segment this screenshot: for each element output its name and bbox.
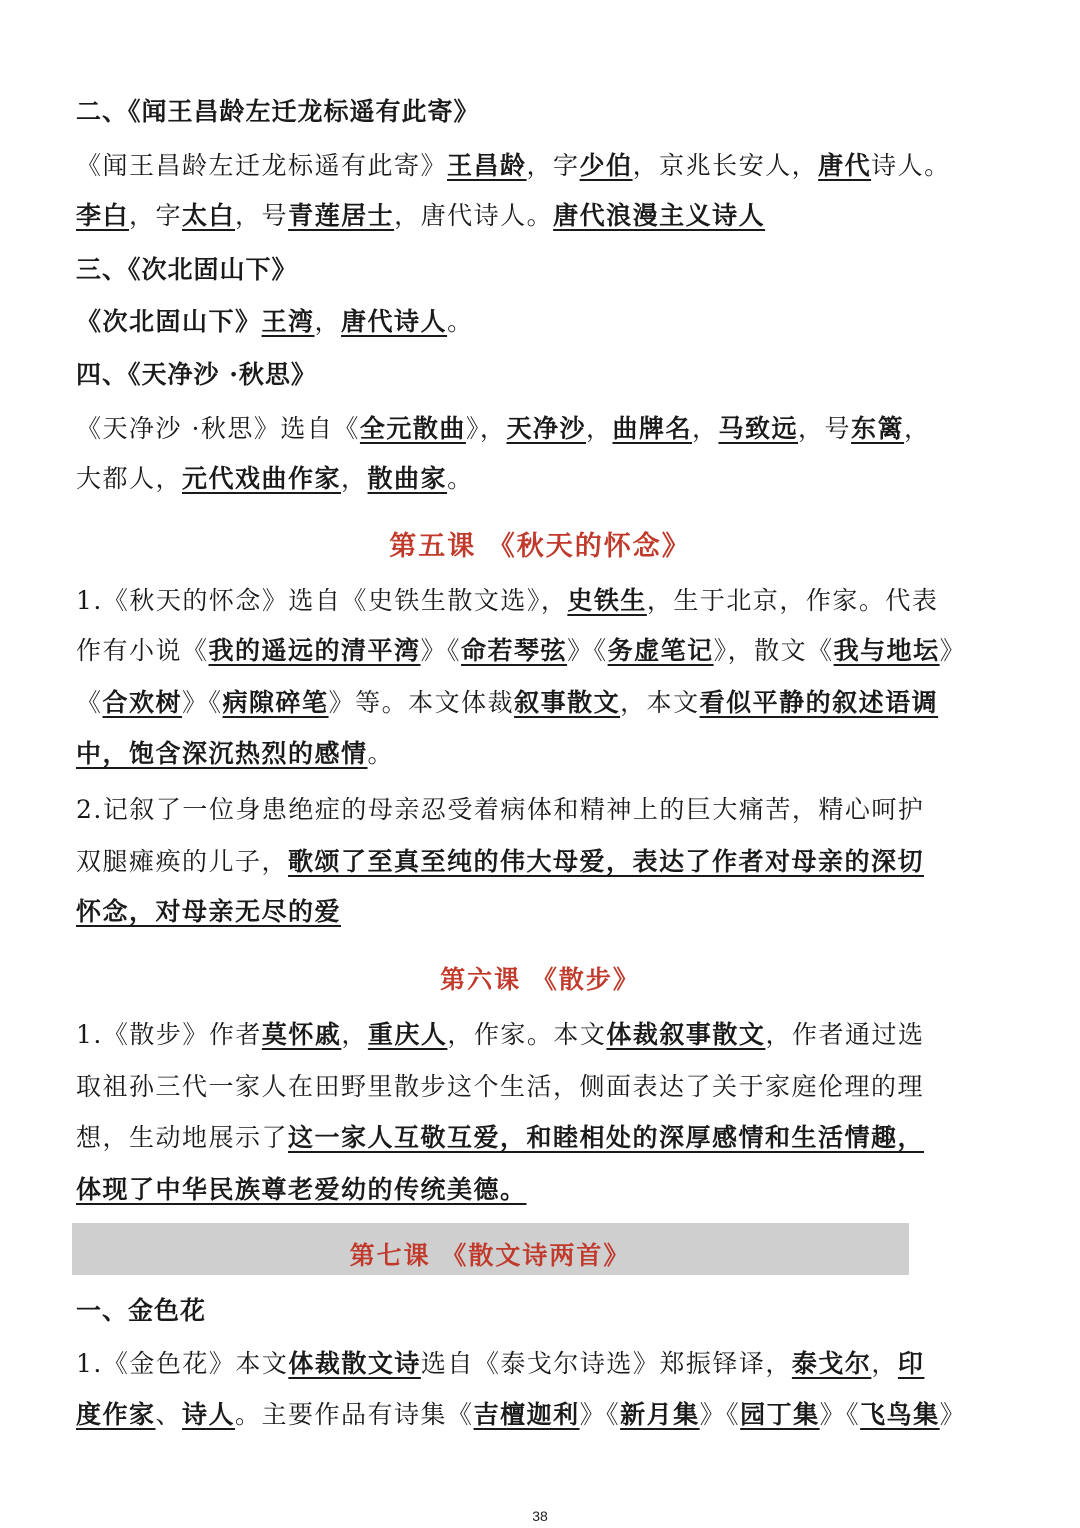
text: 1.《散步》作者	[76, 1020, 262, 1049]
paragraph-line	[76, 412, 1036, 446]
key-term: 病隙碎笔	[222, 688, 329, 717]
key-term: 少伯	[579, 151, 633, 180]
key-term: 王湾	[261, 307, 315, 336]
lesson-6-title: 第六课 《散步》	[440, 965, 640, 994]
text: 》《	[182, 688, 223, 717]
text: 想，生动地展示了	[76, 1123, 289, 1152]
text: 》	[939, 1400, 967, 1429]
section-heading-2: 二、《闻王昌龄左迁龙标遥有此寄》	[76, 97, 480, 126]
key-term: 命若琴弦	[461, 636, 568, 665]
text: ，京兆长安人，	[632, 151, 819, 180]
text: 》《	[699, 1400, 741, 1429]
key-term: 泰戈尔	[791, 1349, 872, 1378]
text: ，号	[798, 414, 852, 443]
text: 。	[447, 464, 474, 493]
text: 》《	[567, 636, 608, 665]
text: 作有小说《	[76, 636, 209, 665]
key-term: 唐代	[818, 151, 872, 180]
text: 《次北固山下》	[76, 307, 262, 336]
key-term: 唐代浪漫主义诗人	[553, 201, 766, 230]
text: ，字	[129, 201, 183, 230]
text: 选自《泰戈尔诗选》郑振铎译，	[420, 1349, 792, 1378]
text: ，	[871, 1349, 898, 1378]
page-number: 38	[532, 1508, 548, 1524]
key-term: 吉檀迦利	[473, 1400, 580, 1429]
text: ，	[314, 307, 342, 336]
key-term: 王昌龄	[447, 151, 527, 180]
key-term: 这一家人互敬互爱，和睦相处的深厚感情和生活情趣，	[288, 1123, 925, 1152]
key-term: 莫怀戚	[261, 1020, 342, 1049]
subsection-heading: 一、金色花	[76, 1296, 207, 1325]
text: ，字	[526, 151, 580, 180]
key-term: 飞鸟集	[860, 1400, 940, 1429]
text: 《闻王昌龄左迁龙标遥有此寄》	[76, 151, 448, 180]
key-term: 度作家	[76, 1400, 156, 1429]
text: ，	[341, 1020, 368, 1049]
key-term: 我的遥远的清平湾	[208, 636, 421, 665]
paragraph-line	[76, 462, 1036, 496]
text: 1.《秋天的怀念》选自《史铁生散文选》，	[76, 586, 568, 615]
text: ，	[341, 464, 368, 493]
text: 》等。本文体裁	[328, 688, 515, 717]
key-term: 新月集	[620, 1400, 700, 1429]
text: 双腿瘫痪的儿子，	[76, 847, 289, 876]
key-term: 史铁生	[567, 586, 647, 615]
key-term: 合欢树	[102, 688, 183, 717]
key-term: 园丁集	[740, 1400, 820, 1429]
section-heading-3: 三、《次北固山下》	[76, 255, 298, 284]
text: ，	[585, 414, 613, 443]
lesson-5-title: 第五课 《秋天的怀念》	[389, 531, 691, 562]
key-term: 体裁散文诗	[288, 1349, 421, 1378]
paragraph-line	[76, 199, 1036, 233]
key-term: 唐代诗人	[341, 307, 448, 336]
text: ，作家。本文	[447, 1020, 607, 1049]
text: 》，散文《	[713, 636, 834, 665]
key-term: 印	[897, 1349, 925, 1378]
lesson-7-title: 第七课 《散文诗两首》	[349, 1241, 631, 1270]
key-term: 天净沙	[506, 414, 586, 443]
paragraph-line: 怀念，对母亲无尽的爱	[76, 897, 342, 926]
key-term: 青莲居士	[288, 201, 395, 230]
paragraph-line	[76, 737, 1036, 771]
key-term: 曲牌名	[612, 414, 692, 443]
key-term: 看似平静的叙述语调	[699, 688, 939, 717]
text: 。	[447, 307, 474, 336]
text: 《	[76, 688, 103, 717]
key-term: 马致远	[718, 414, 799, 443]
paragraph-line	[76, 634, 1036, 668]
paragraph-line: 2.记叙了一位身患绝症的母亲忍受着病体和精神上的巨大痛苦，精心呵护	[76, 795, 925, 824]
text: ，作者通过选	[765, 1020, 925, 1049]
key-term: 诗人	[182, 1400, 236, 1429]
text: 。	[367, 739, 395, 768]
text: 诗人。	[871, 151, 951, 180]
text: 》	[939, 636, 967, 665]
text: 《天净沙 ·秋思》选自《	[76, 414, 360, 443]
key-term: 务虚笔记	[607, 636, 714, 665]
key-term: 中，饱含深沉热烈的感情	[76, 739, 368, 768]
key-term: 我与地坛	[833, 636, 940, 665]
key-term: 李白	[76, 201, 130, 230]
text: ，本文	[620, 688, 700, 717]
paragraph-line	[76, 1121, 1036, 1155]
text: ，唐代诗人。	[394, 201, 554, 230]
paragraph-line	[76, 1398, 1036, 1432]
paragraph-line: 体现了中华民族尊老爱幼的传统美德。	[76, 1175, 527, 1204]
paragraph-line	[76, 584, 1036, 618]
paragraph-line	[76, 845, 1036, 879]
key-term: 太白	[182, 201, 236, 230]
text: 》《	[579, 1400, 621, 1429]
paragraph-line	[76, 305, 1036, 339]
key-term: 歌颂了至真至纯的伟大母爱，表达了作者对母亲的深切	[288, 847, 925, 876]
text: ，	[691, 414, 719, 443]
key-term: 叙事散文	[514, 688, 621, 717]
paragraph-line	[76, 686, 1036, 720]
text: 》《	[420, 636, 462, 665]
text: 。主要作品有诗集《	[235, 1400, 474, 1429]
key-term: 元代戏曲作家	[182, 464, 342, 493]
text: ，	[904, 414, 931, 443]
text: 大都人，	[76, 464, 183, 493]
paragraph-line	[76, 149, 1036, 183]
section-heading-4: 四、《天净沙 ·秋思》	[76, 360, 317, 389]
key-term: 东篱	[851, 414, 905, 443]
key-term: 体裁叙事散文	[606, 1020, 766, 1049]
key-term: 全元散曲	[359, 414, 466, 443]
key-term: 散曲家	[367, 464, 448, 493]
paragraph-line	[76, 1018, 1036, 1052]
paragraph-line: 取祖孙三代一家人在田野里散步这个生活，侧面表达了关于家庭伦理的理	[76, 1072, 925, 1101]
text: ，生于北京，作家。代表	[646, 586, 939, 615]
text: 》，	[465, 414, 507, 443]
paragraph-line	[76, 1347, 1036, 1381]
text: 1.《金色花》本文	[76, 1349, 289, 1378]
text: 》《	[819, 1400, 861, 1429]
key-term: 重庆人	[367, 1020, 448, 1049]
text: ，号	[235, 201, 289, 230]
text: 、	[155, 1400, 183, 1429]
